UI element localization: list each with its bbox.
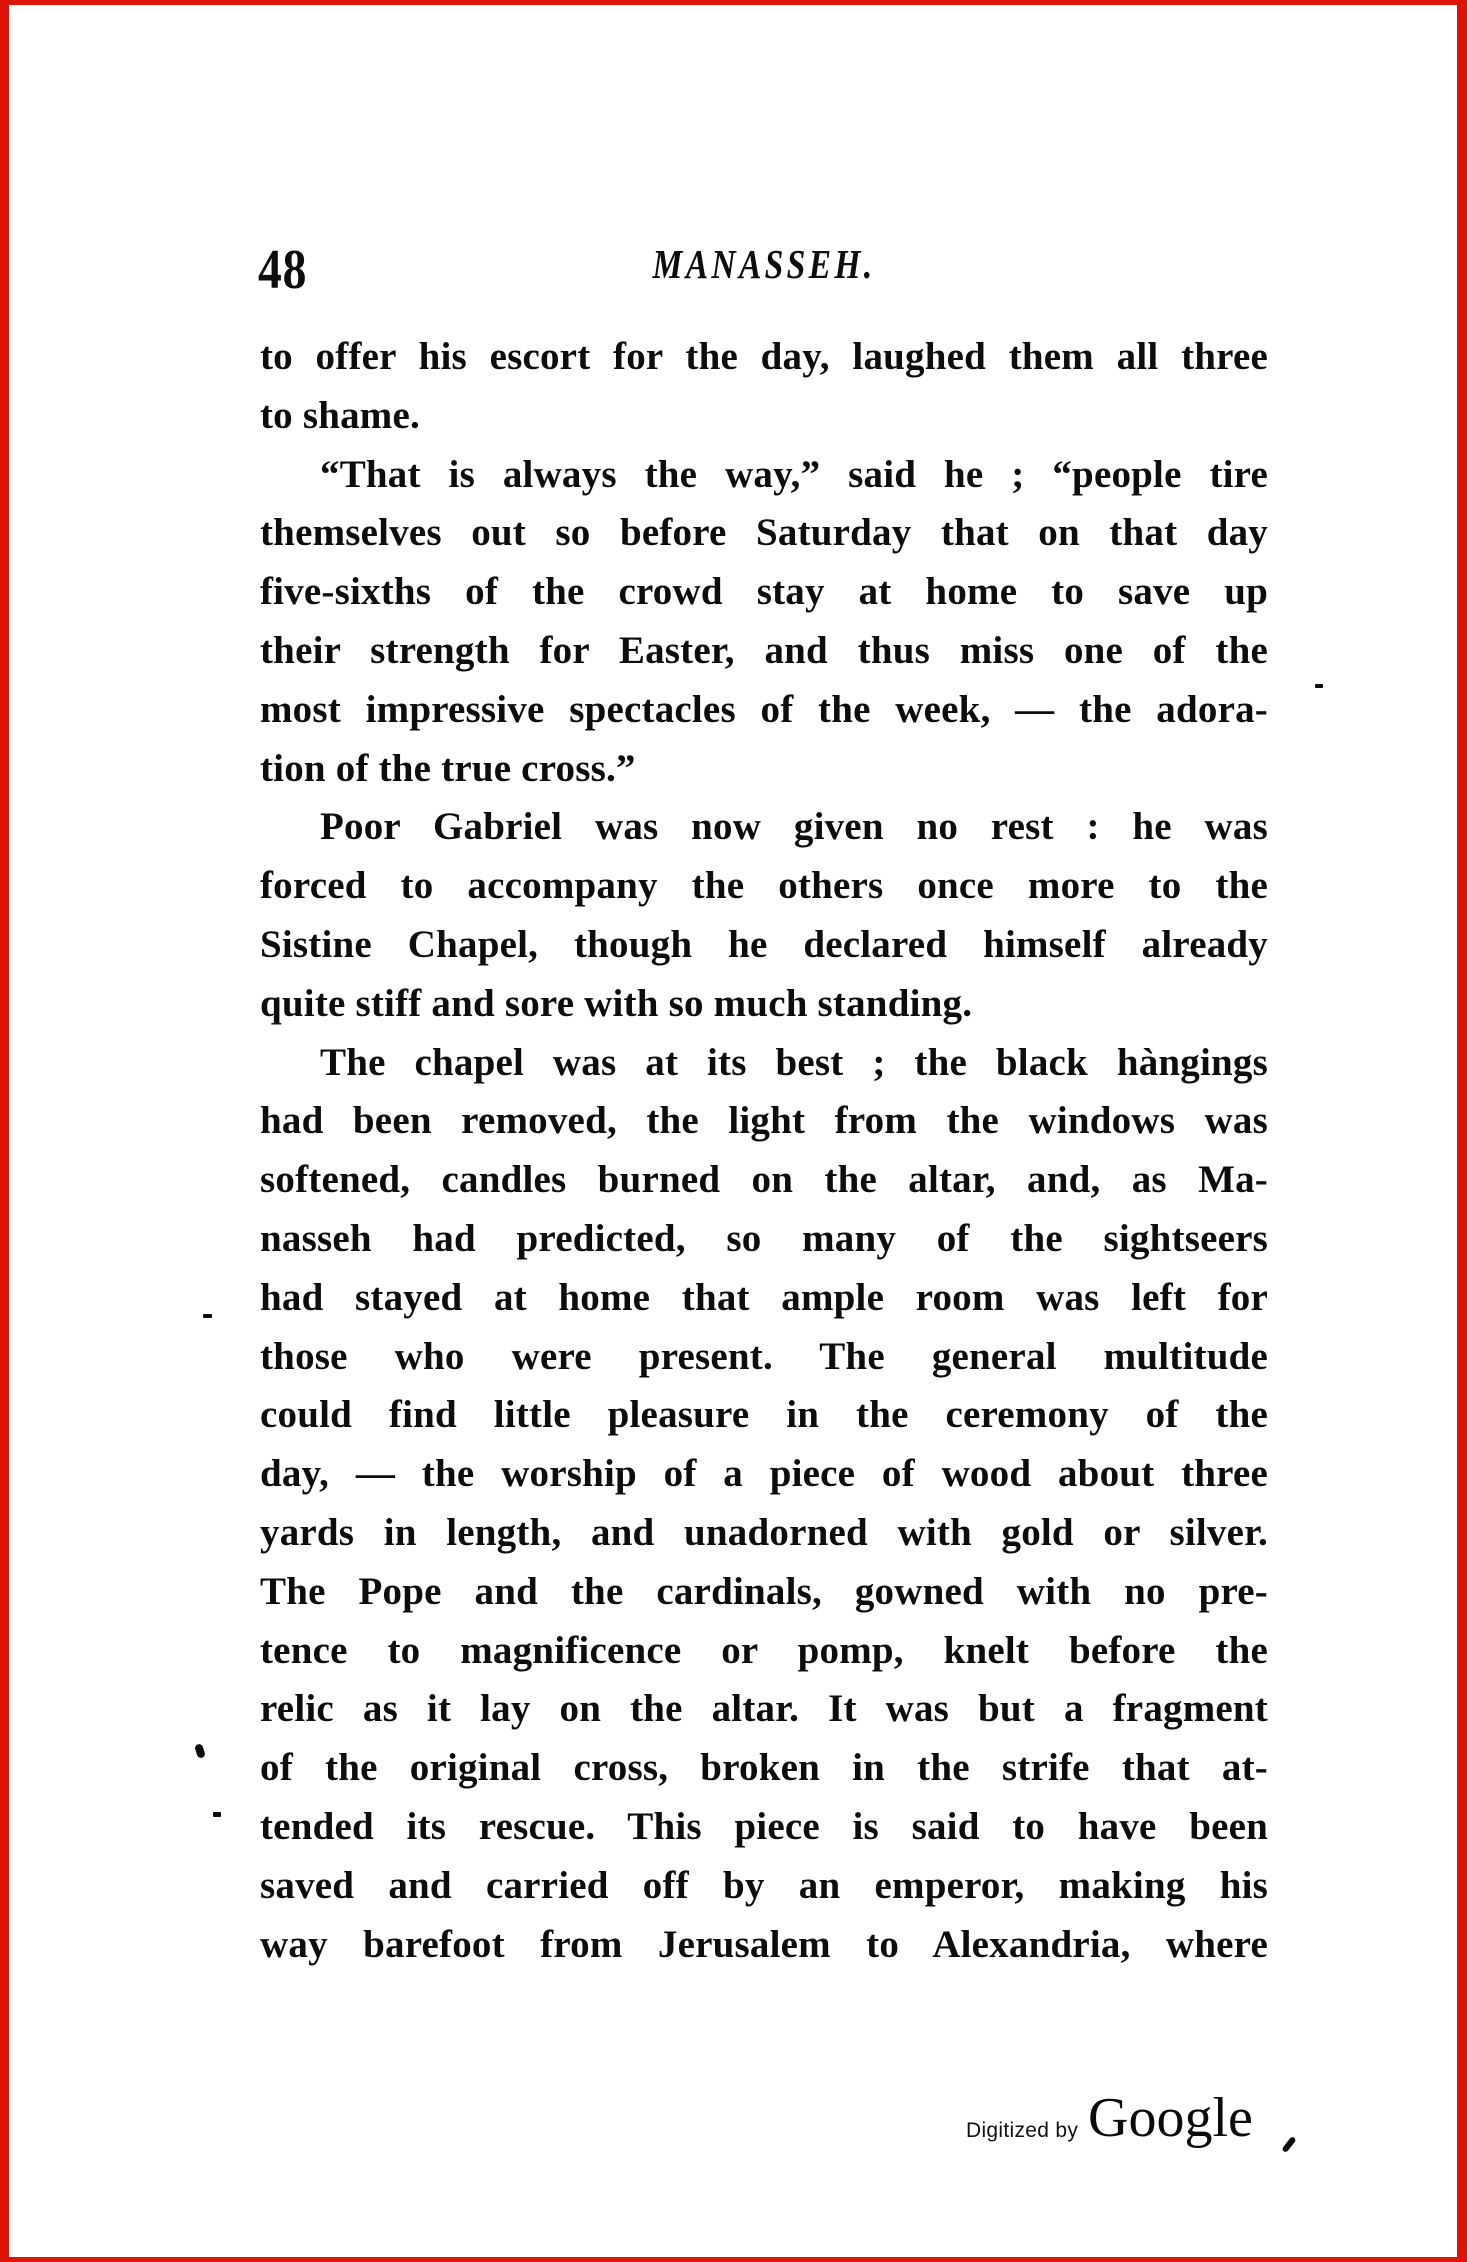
scan-edge-right [1457, 0, 1467, 2262]
text-line: softened, candles burned on the altar, and, as Ma- [260, 1158, 1268, 1202]
digitized-by-label: Digitized by [966, 2119, 1079, 2142]
text-line: The Pope and the cardinals, gowned with no pre- [260, 1569, 1268, 1613]
text-line: yards in length, and unadorned with gold or silver. [260, 1510, 1268, 1554]
text-line: tended its rescue. This piece is said to have been [260, 1804, 1268, 1848]
scan-speck-artifact [194, 1743, 206, 1759]
scan-edge-left [0, 0, 9, 2262]
scan-speck-artifact [203, 1314, 212, 1318]
text-line: themselves out so before Saturday that on that day [260, 511, 1268, 555]
text-line: nasseh had predicted, so many of the sightseers [260, 1216, 1268, 1260]
text-line: saved and carried off by an emperor, making his [260, 1863, 1268, 1907]
text-line: Poor Gabriel was now given no rest : he was [320, 805, 1268, 849]
text-line: quite stiff and sore with so much standing. [260, 981, 973, 1025]
running-title: MANASSEH. [652, 241, 876, 287]
page-number: 48 [258, 239, 308, 301]
text-line: had been removed, the light from the windows was [260, 1099, 1268, 1143]
text-line: relic as it lay on the altar. It was but a fragment [260, 1687, 1268, 1731]
text-line: tence to magnificence or pomp, knelt before the [260, 1628, 1268, 1672]
text-line: of the original cross, broken in the strife that at- [260, 1746, 1268, 1790]
text-line: “That is always the way,” said he ; “people tire [320, 452, 1268, 496]
text-line: their strength for Easter, and thus miss one of the [260, 628, 1268, 672]
text-line: way barefoot from Jerusalem to Alexandria, where [260, 1922, 1268, 1966]
text-line: forced to accompany the others once more to the [260, 864, 1268, 908]
google-watermark: Google [1088, 2087, 1253, 2149]
text-line: day, — the worship of a piece of wood about three [260, 1452, 1268, 1496]
text-line: tion of the true cross.” [260, 746, 636, 790]
body-text [260, 328, 1268, 1974]
text-line: The chapel was at its best ; the black hàngings [320, 1040, 1268, 1084]
scan-edge-bottom [0, 2257, 1467, 2262]
text-line: had stayed at home that ample room was left for [260, 1275, 1268, 1319]
text-line: those who were present. The general multitude [260, 1334, 1268, 1378]
scan-speck-artifact [1281, 2136, 1296, 2153]
text-line: could find little pleasure in the ceremony of the [260, 1393, 1268, 1437]
scan-edge-top [0, 0, 1467, 5]
text-line: five-sixths of the crowd stay at home to save up [260, 570, 1268, 614]
text-line: most impressive spectacles of the week, — the adora- [260, 687, 1268, 731]
text-line: to offer his escort for the day, laughed them all three [260, 335, 1268, 378]
scan-speck-artifact [213, 1812, 221, 1817]
text-line: Sistine Chapel, though he declared himself already [260, 922, 1268, 966]
text-line: to shame. [260, 393, 420, 437]
scan-speck-artifact [1315, 684, 1323, 688]
